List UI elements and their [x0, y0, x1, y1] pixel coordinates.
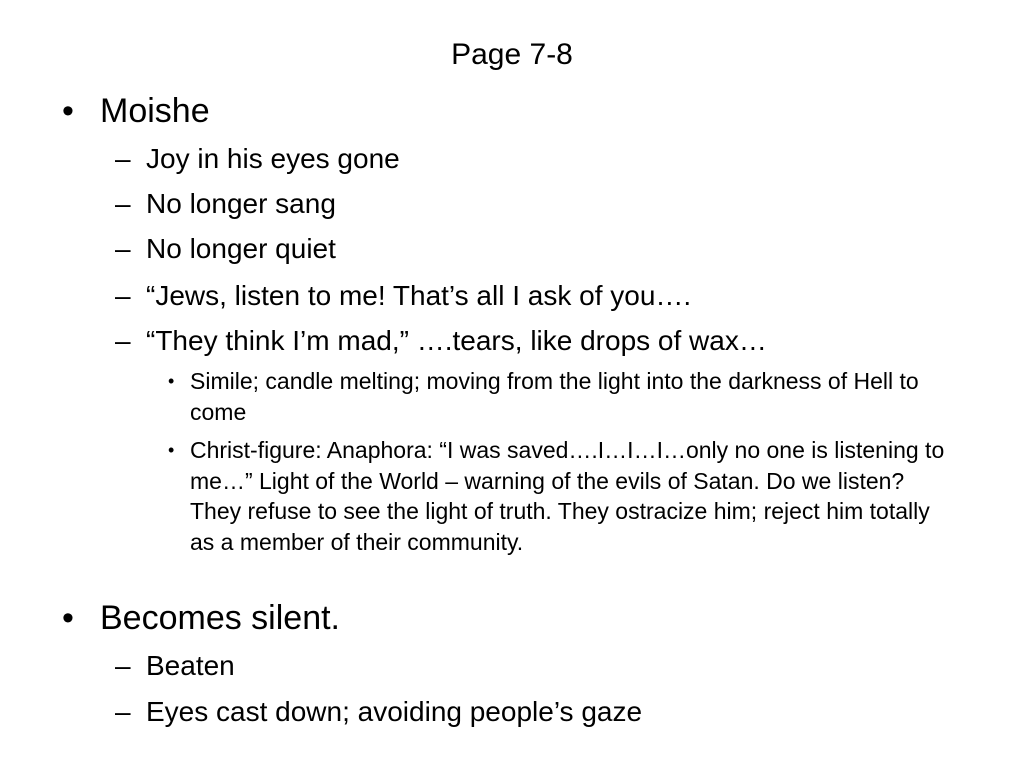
bullet-marker: • — [62, 599, 74, 637]
subbullet-text: “Jews, listen to me! That’s all I ask of you…. — [146, 280, 692, 311]
subbullet-text: No longer quiet — [146, 233, 336, 264]
subsubbullet-text: Simile; candle melting; moving from the light into the darkness of Hell to come — [190, 368, 919, 425]
subsubbullet-text: Christ-figure: Anaphora: “I was saved….I…I…I…only no one is listening to me…” Light of the World – warning of the evils of Satan. Do we listen? They refuse to see the light of truth. They ostracize him; reject him totally as a member of their community. — [190, 437, 945, 555]
subbullet-text: Eyes cast down; avoiding people’s gaze — [146, 696, 643, 727]
bullet-marker: • — [168, 440, 175, 460]
subbullet-text: No longer sang — [146, 188, 336, 219]
dash-marker: – — [115, 650, 131, 681]
subbullet-text: Joy in his eyes gone — [146, 143, 400, 174]
dash-marker: – — [115, 143, 131, 174]
bullet-marker: • — [168, 371, 175, 391]
subbullet-text: “They think I’m mad,” ….tears, like drops of wax… — [146, 325, 767, 356]
dash-marker: – — [115, 696, 131, 727]
subbullet-text: Beaten — [146, 650, 235, 681]
subsubbullet-simile — [168, 366, 958, 427]
subsubbullet-christ-figure — [168, 435, 958, 557]
dash-marker: – — [115, 325, 131, 356]
bullet-marker: • — [62, 92, 74, 130]
bullet-text: Becomes silent. — [100, 599, 340, 637]
dash-marker: – — [115, 188, 131, 219]
dash-marker: – — [115, 280, 131, 311]
slide-title: Page 7-8 — [451, 38, 573, 71]
dash-marker: – — [115, 233, 131, 264]
bullet-text: Moishe — [100, 92, 210, 130]
